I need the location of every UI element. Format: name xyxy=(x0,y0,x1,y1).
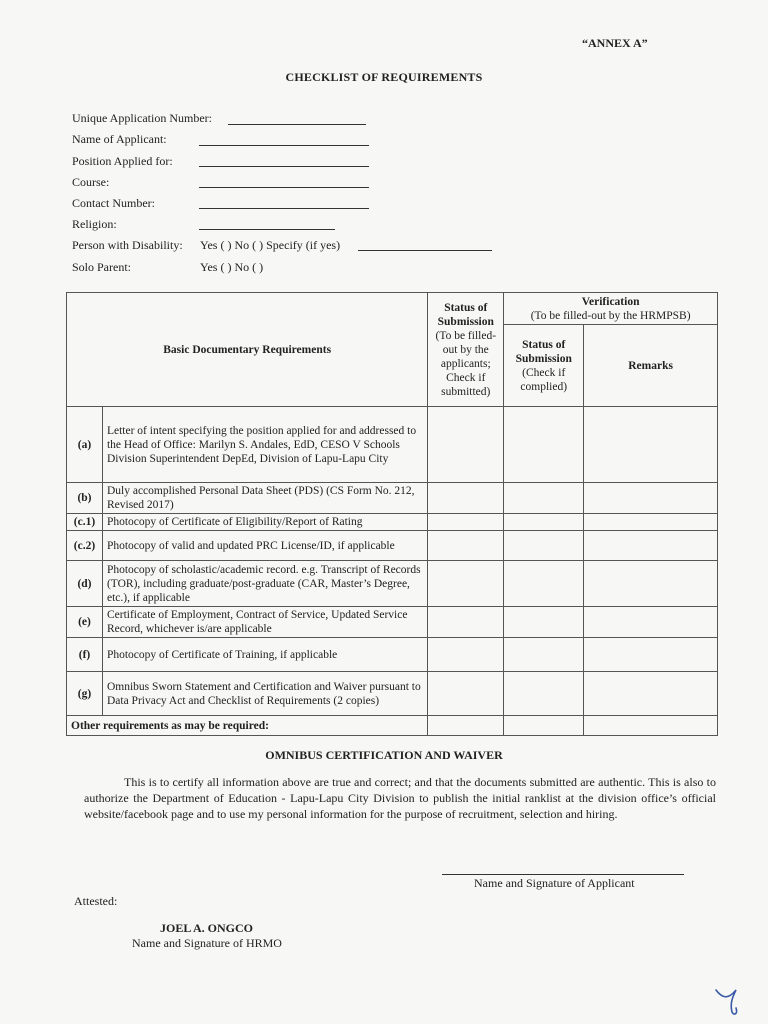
course-label: Course: xyxy=(72,175,110,189)
pwd-specify-field[interactable] xyxy=(358,250,492,251)
applicant-check-cell[interactable] xyxy=(428,607,504,638)
requirements-table xyxy=(66,292,718,736)
handwritten-initial-mark xyxy=(712,984,748,1018)
applicant-signature-line[interactable] xyxy=(442,874,684,875)
other-requirements-label: Other requirements as may be required: xyxy=(67,716,428,736)
hrmpsb-check-cell[interactable] xyxy=(504,514,584,531)
hrmpsb-check-cell[interactable] xyxy=(504,638,584,672)
position-applied-for-label: Position Applied for: xyxy=(72,154,173,168)
applicant-status-header xyxy=(428,293,504,407)
table-row xyxy=(67,716,718,736)
annex-label: “ANNEX A” xyxy=(582,36,648,50)
hrmpsb-status-note: (Check if complied) xyxy=(520,366,568,393)
applicant-check-cell[interactable] xyxy=(428,483,504,514)
row-letter: (e) xyxy=(67,607,103,638)
table-row xyxy=(67,561,718,607)
table-row xyxy=(67,483,718,514)
name-of-applicant-field[interactable] xyxy=(199,145,369,146)
course-field[interactable] xyxy=(199,187,369,188)
religion-label: Religion: xyxy=(72,217,117,231)
remarks-cell[interactable] xyxy=(584,716,718,736)
row-letter: (c.1) xyxy=(67,514,103,531)
remarks-cell[interactable] xyxy=(584,531,718,561)
table-row xyxy=(67,638,718,672)
hrmpsb-status-title: Status of Submission xyxy=(515,338,572,365)
certification-body: This is to certify all information above are true and correct; and that the documents submitted are authentic. This is also to authorize the Department of Education - Lapu-Lapu City Division to publish the initial ranklist at the division office’s official website/facebook page and to use my personal information for the purpose of recruitment, selection and hiring. xyxy=(84,775,716,821)
table-row xyxy=(67,514,718,531)
contact-number-label: Contact Number: xyxy=(72,196,155,210)
remarks-cell[interactable] xyxy=(584,407,718,483)
remarks-cell[interactable] xyxy=(584,561,718,607)
row-requirement: Photocopy of Certificate of Training, if applicable xyxy=(102,638,427,672)
row-letter: (b) xyxy=(67,483,103,514)
row-requirement: Photocopy of Certificate of Eligibility/Report of Rating xyxy=(102,514,427,531)
pwd-options[interactable]: Yes ( ) No ( ) Specify (if yes) xyxy=(200,238,341,252)
solo-parent-label: Solo Parent: xyxy=(72,260,131,274)
remarks-cell[interactable] xyxy=(584,672,718,716)
basic-requirements-header: Basic Documentary Requirements xyxy=(67,293,428,407)
hrmo-name: JOEL A. ONGCO xyxy=(160,921,254,935)
hrmpsb-check-cell[interactable] xyxy=(504,407,584,483)
page-title: CHECKLIST OF REQUIREMENTS xyxy=(285,70,483,84)
verification-header xyxy=(504,293,718,325)
name-of-applicant-label: Name of Applicant: xyxy=(72,132,167,146)
hrmpsb-check-cell[interactable] xyxy=(504,561,584,607)
attested-label: Attested: xyxy=(74,894,118,908)
verification-note: (To be filled-out by the HRMPSB) xyxy=(530,309,691,322)
row-letter: (a) xyxy=(67,407,103,483)
row-letter: (f) xyxy=(67,638,103,672)
applicant-check-cell[interactable] xyxy=(428,672,504,716)
position-applied-for-field[interactable] xyxy=(199,166,369,167)
applicant-check-cell[interactable] xyxy=(428,716,504,736)
hrmpsb-check-cell[interactable] xyxy=(504,531,584,561)
row-requirement: Certificate of Employment, Contract of Service, Updated Service Record, whichever is/are applicable xyxy=(102,607,427,638)
hrmpsb-check-cell[interactable] xyxy=(504,483,584,514)
solo-parent-options[interactable]: Yes ( ) No ( ) xyxy=(200,260,264,274)
applicant-check-cell[interactable] xyxy=(428,638,504,672)
applicant-check-cell[interactable] xyxy=(428,531,504,561)
row-letter: (c.2) xyxy=(67,531,103,561)
applicant-status-note: (To be filled-out by the applicants; Check if submitted) xyxy=(435,329,497,398)
applicant-check-cell[interactable] xyxy=(428,514,504,531)
row-letter: (g) xyxy=(67,672,103,716)
certification-title: OMNIBUS CERTIFICATION AND WAIVER xyxy=(265,748,503,762)
religion-field[interactable] xyxy=(199,229,335,230)
remarks-header: Remarks xyxy=(584,325,718,407)
row-letter: (d) xyxy=(67,561,103,607)
remarks-cell[interactable] xyxy=(584,514,718,531)
remarks-cell[interactable] xyxy=(584,638,718,672)
hrmpsb-check-cell[interactable] xyxy=(504,716,584,736)
row-requirement: Letter of intent specifying the position applied for and addressed to the Head of Office: Marilyn S. Andales, EdD, CESO V Schools Division Superintendent DepEd, Division of Lapu-Lapu City xyxy=(102,407,427,483)
applicant-check-cell[interactable] xyxy=(428,561,504,607)
hrmpsb-check-cell[interactable] xyxy=(504,672,584,716)
unique-application-number-field[interactable] xyxy=(228,124,366,125)
hrmo-signature-label: Name and Signature of HRMO xyxy=(132,936,282,950)
table-row xyxy=(67,407,718,483)
remarks-cell[interactable] xyxy=(584,607,718,638)
remarks-cell[interactable] xyxy=(584,483,718,514)
hrmpsb-check-cell[interactable] xyxy=(504,607,584,638)
table-row xyxy=(67,672,718,716)
unique-application-number-label: Unique Application Number: xyxy=(72,111,212,125)
row-requirement: Omnibus Sworn Statement and Certification and Waiver pursuant to Data Privacy Act and Checklist of Requirements (2 copies) xyxy=(102,672,427,716)
applicant-check-cell[interactable] xyxy=(428,407,504,483)
applicant-signature-label: Name and Signature of Applicant xyxy=(474,876,635,890)
contact-number-field[interactable] xyxy=(199,208,369,209)
table-row xyxy=(67,531,718,561)
applicant-status-title: Status of Submission xyxy=(437,301,494,328)
hrmpsb-status-header xyxy=(504,325,584,407)
pwd-label: Person with Disability: xyxy=(72,238,183,252)
row-requirement: Photocopy of scholastic/academic record. e.g. Transcript of Records (TOR), including graduate/post-graduate (CAR, Master’s Degree, etc.), if applicable xyxy=(102,561,427,607)
table-row xyxy=(67,607,718,638)
row-requirement: Photocopy of valid and updated PRC License/ID, if applicable xyxy=(102,531,427,561)
row-requirement: Duly accomplished Personal Data Sheet (PDS) (CS Form No. 212, Revised 2017) xyxy=(102,483,427,514)
verification-title: Verification xyxy=(581,295,640,308)
